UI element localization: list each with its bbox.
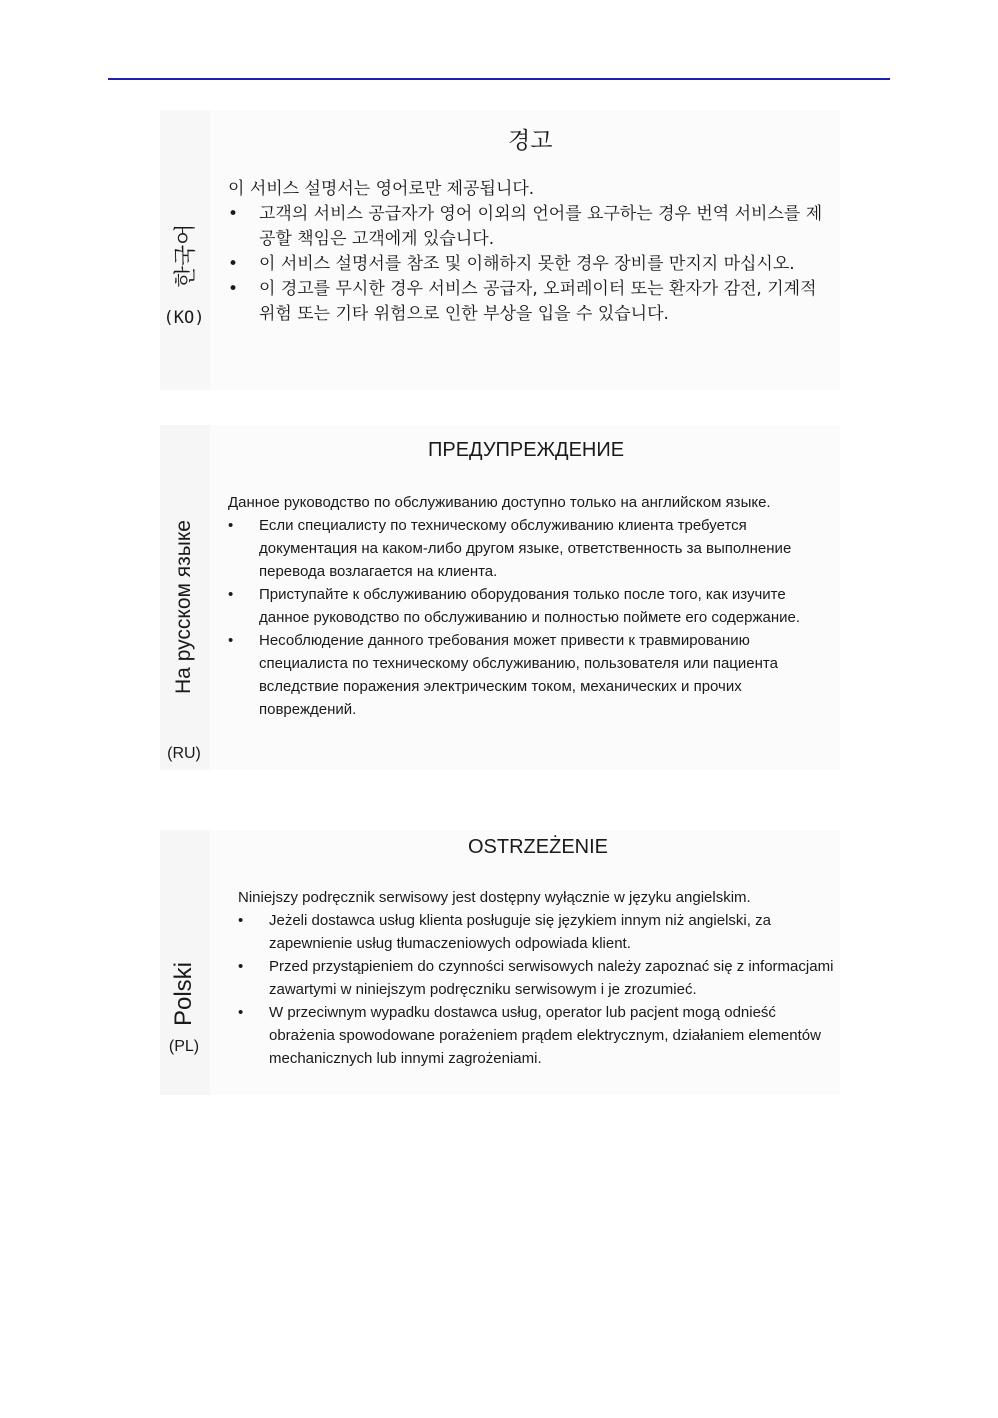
warning-item-korean xyxy=(228,252,834,277)
bullet-icon: • xyxy=(228,517,234,534)
warning-section-korean xyxy=(160,110,840,390)
warning-item-text: Jeżeli dostawca usług klienta posługuje się językiem innym niż angielski, za zapewnienie usług tłumaczeniowych odpowiada klient. xyxy=(269,912,771,952)
warning-item-text: Несоблюдение данного требования может привести к травмированию специалиста по техническому обслуживанию, пользователя или пациента вследствие поражения электрическим током, механических и прочих повреждений. xyxy=(259,632,778,718)
warning-item-text: Если специалисту по техническому обслуживанию клиента требуется документация на каком-либо другом языке, ответственность за выполнение перевода возлагается на клиента. xyxy=(259,517,792,580)
warning-intro-korean: 이 서비스 설명서는 영어로만 제공됩니다. xyxy=(228,179,535,199)
warning-list-korean xyxy=(228,202,834,327)
bullet-icon: • xyxy=(228,254,239,274)
bullet-icon: • xyxy=(228,586,234,603)
warning-title-russian: ПРЕДУПРЕЖДЕНИЕ xyxy=(428,439,625,461)
warning-item-russian xyxy=(228,583,840,629)
warning-list-russian xyxy=(228,514,840,721)
warning-item-russian xyxy=(228,514,840,583)
warning-item-korean xyxy=(228,277,834,327)
warning-section-polish xyxy=(160,830,840,1095)
warning-item-text: 이 경고를 무시한 경우 서비스 공급자, 오퍼레이터 또는 환자가 감전, 기계적 위험 또는 기타 위험으로 인한 부상을 입을 수 있습니다. xyxy=(259,279,817,324)
bullet-icon: • xyxy=(238,912,244,929)
language-code-russian: (RU) xyxy=(167,745,201,762)
warning-item-polish xyxy=(238,955,838,1001)
warning-list-polish xyxy=(238,909,838,1070)
warning-item-text: Приступайте к обслуживанию оборудования только после того, как изучите данное руководство по обслуживанию и полностью поймете его содержание. xyxy=(259,586,800,626)
warning-body-korean xyxy=(228,177,834,327)
warning-title-korean: 경고 xyxy=(508,128,553,154)
warning-item-polish xyxy=(238,1001,838,1070)
language-sidebar-polish xyxy=(160,830,210,1095)
bullet-icon: • xyxy=(228,632,234,649)
warning-item-text: W przeciwnym wypadku dostawca usług, operator lub pacjent mogą odnieść obrażenia spowodowane porażeniem prądem elektrycznym, działaniem elementów mechanicznych lub innymi zagrożeniami. xyxy=(269,1004,821,1067)
language-sidebar-korean xyxy=(160,110,210,390)
bullet-icon: • xyxy=(238,958,244,975)
warning-body-polish xyxy=(238,886,838,1070)
language-label-korean: 한국어 xyxy=(173,223,199,288)
warning-intro-polish: Niniejszy podręcznik serwisowy jest dostępny wyłącznie w języku angielskim. xyxy=(238,889,751,906)
bullet-icon: • xyxy=(228,204,239,224)
bullet-icon: • xyxy=(228,279,239,299)
language-sidebar-russian xyxy=(160,425,210,770)
warning-intro-russian: Данное руководство по обслуживанию доступно только на английском языке. xyxy=(228,494,771,511)
warning-item-text: 이 서비스 설명서를 참조 및 이해하지 못한 경우 장비를 만지지 마십시오. xyxy=(259,254,795,274)
warning-item-text: 고객의 서비스 공급자가 영어 이외의 언어를 요구하는 경우 번역 서비스를 제공할 책임은 고객에게 있습니다. xyxy=(259,204,823,249)
warning-item-korean xyxy=(228,202,834,252)
language-label-russian: На русском языке xyxy=(172,520,195,694)
warning-item-russian xyxy=(228,629,840,721)
language-code-korean: (KO) xyxy=(163,308,205,328)
warning-item-polish xyxy=(238,909,838,955)
language-code-polish: (PL) xyxy=(168,1038,200,1055)
language-label-polish: Polski xyxy=(170,961,197,1027)
bullet-icon: • xyxy=(238,1004,244,1021)
warning-item-text: Przed przystąpieniem do czynności serwisowych należy zapoznać się z informacjami zawartymi w niniejszym podręczniku serwisowym i je zrozumieć. xyxy=(269,958,834,998)
warning-body-russian xyxy=(228,491,840,721)
warning-title-polish: OSTRZEŻENIE xyxy=(468,836,609,858)
header-rule xyxy=(108,78,890,80)
warning-section-russian xyxy=(160,425,840,770)
